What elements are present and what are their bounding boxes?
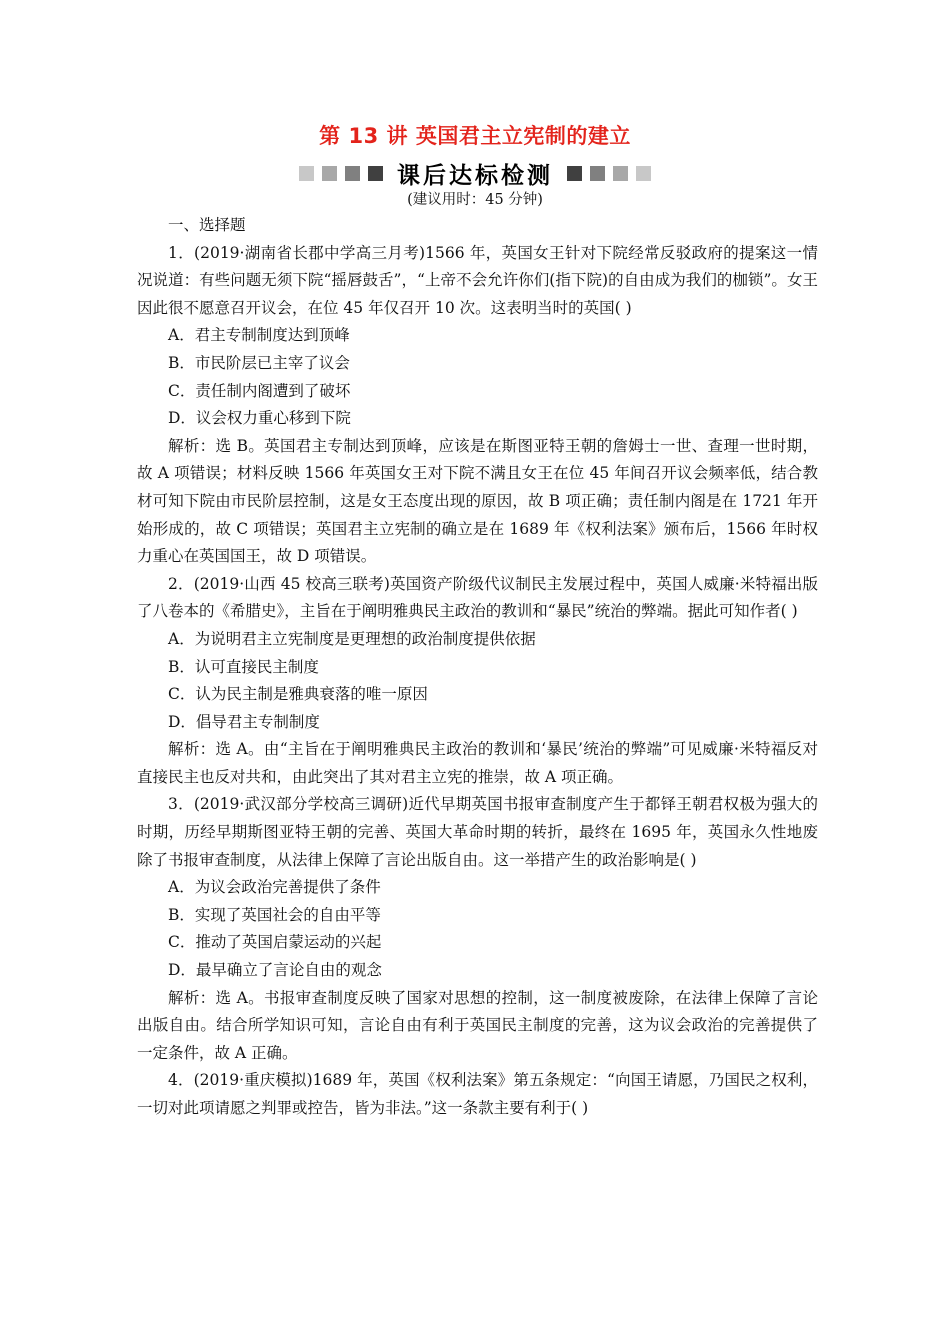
answer-option: B．实现了英国社会的自由平等 [168,905,381,924]
answer-option: A．为说明君主立宪制度是更理想的政治制度提供依据 [168,629,536,648]
question-stem: 2．(2019·山西 45 校高三联考)英国资产阶级代议制民主发展过程中，英国人威廉·米特福出版了八卷本的《希腊史》，主旨在于阐明雅典民主政治的教训和“暴民”统治的弊端。据此可知作者( ) [137,574,818,621]
banner-block [368,166,383,181]
answer-option: C．责任制内阁遭到了破坏 [168,381,351,400]
banner-block [299,166,314,181]
banner-right-blocks [567,166,651,181]
answer-option: A．君主专制制度达到顶峰 [168,326,350,345]
question-stem: 1．(2019·湖南省长郡中学高三月考)1566 年，英国女王针对下院经常反驳政府的提案这一情况说道：有些问题无须下院“摇唇鼓舌”，“上帝不会允许你们(指下院)的自由成为我们的枷锁”。女王因此很不愿意召开议会，在位 45 年仅召开 10 次。这表明当时的英国( ) [137,243,818,317]
answer-option: D．最早确立了言论自由的观念 [168,961,382,980]
banner-block [345,166,360,181]
answer-option: D．议会权力重心移到下院 [168,409,351,428]
answer-option: C．认为民主制是雅典衰落的唯一原因 [168,685,428,704]
answer-option: B．市民阶层已主宰了议会 [168,353,350,372]
section-banner [0,157,950,190]
answer-option: A．为议会政治完善提供了条件 [168,878,381,897]
suggested-time: (建议用时：45 分钟) [407,192,543,208]
answer-analysis: 解析：选 B。英国君主专制达到顶峰，应该是在斯图亚特王朝的詹姆士一世、查理一世时期，故 A 项错误；材料反映 1566 年英国女王对下院不满且女王在位 45 年间召开议会频率低，结合教材可知下院由市民阶层控制，这是女王态度出现的原因，故 B 项正确；责任制内阁是在 1721 年开始形成的，故 C 项错误；英国君主立宪制的确立是在 1689 年《权利法案》颁布后，1566 年时权力重心在英国国王，故 D 项错误。 [137,436,818,566]
banner-block [613,166,628,181]
banner-title: 课后达标检测 [397,163,553,189]
answer-analysis: 解析：选 A。书报审查制度反映了国家对思想的控制，这一制度被废除，在法律上保障了言论出版自由。结合所学知识可知，言论自由有利于英国民主制度的完善，这为议会政治的完善提供了一定条件，故 A 正确。 [137,988,818,1062]
lesson-title: 第 13 讲 英国君主立宪制的建立 [319,124,631,148]
question-stem: 4．(2019·重庆模拟)1689 年，英国《权利法案》第五条规定：“向国王请愿，乃国民之权利，一切对此项请愿之判罪或控告，皆为非法。”这一条款主要有利于( ) [137,1071,818,1117]
answer-analysis: 解析：选 A。由“主旨在于阐明雅典民主政治的教训和‘暴民’统治的弊端”可见威廉·米特福反对直接民主也反对共和，由此突出了其对君主立宪的推崇，故 A 项正确。 [137,740,818,786]
answer-option: B．认可直接民主制度 [168,657,319,676]
banner-block [567,166,582,181]
answer-option: C．推动了英国启蒙运动的兴起 [168,933,382,952]
banner-block [636,166,651,181]
question-stem: 3．(2019·武汉部分学校高三调研)近代早期英国书报审查制度产生于都铎王朝君权极为强大的时期，历经早期斯图亚特王朝的完善、英国大革命时期的转折，最终在 1695 年，英国永久性地废除了书报审查制度，从法律上保障了言论出版自由。这一举措产生的政治影响是( ) [137,795,818,869]
answer-option: D．倡导君主专制制度 [168,712,320,731]
section-heading: 一、选择题 [168,216,246,234]
banner-left-blocks [299,166,383,181]
document-body [137,212,818,1123]
banner-block [590,166,605,181]
banner-block [322,166,337,181]
